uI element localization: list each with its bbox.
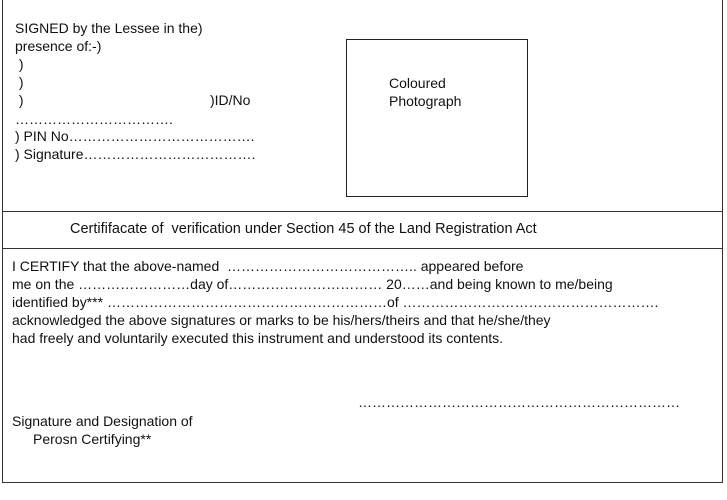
id-no-label: )ID/No xyxy=(210,92,251,108)
paragraph-line: me on the ……………………day of…………………………… 20……and being known to me/being xyxy=(12,276,613,292)
paragraph-line: identified by*** ……………………………………………………of ………………………………………………. xyxy=(12,294,659,310)
pin-no-line: ) PIN No…………………………………. xyxy=(15,128,255,144)
signature-line: ) Signature………………………………. xyxy=(15,146,256,162)
paragraph-line: acknowledged the above signatures or marks to be his/hers/theirs and that he/she/they xyxy=(12,312,551,328)
verification-heading: Certififacate of verification under Section 45 of the Land Registration Act xyxy=(70,221,537,237)
photo-label-coloured: Coloured xyxy=(389,75,446,91)
paragraph-line: had freely and voluntarily executed this instrument and understood its contents. xyxy=(12,330,504,346)
signature-designation-label: Signature and Designation of xyxy=(12,413,193,429)
bracket-line: ) xyxy=(15,92,24,108)
bracket-line: ) xyxy=(15,74,24,90)
presence-of-line: presence of:-) xyxy=(15,38,102,54)
section-divider-bottom xyxy=(2,248,722,249)
certifier-signature-line: …………………………………………………………… xyxy=(358,394,680,410)
signed-by-line: SIGNED by the Lessee in the) xyxy=(15,20,203,36)
bracket-line: ) xyxy=(15,56,24,72)
section-divider-top xyxy=(2,211,722,212)
photo-label-photograph: Photograph xyxy=(389,93,462,109)
photograph-box xyxy=(346,39,528,197)
paragraph-line: I CERTIFY that the above-named ………………………………….. appeared before xyxy=(12,258,524,274)
person-certifying-label: Perosn Certifying** xyxy=(33,431,152,447)
name-dotted-line: ……………………………. xyxy=(15,111,173,127)
